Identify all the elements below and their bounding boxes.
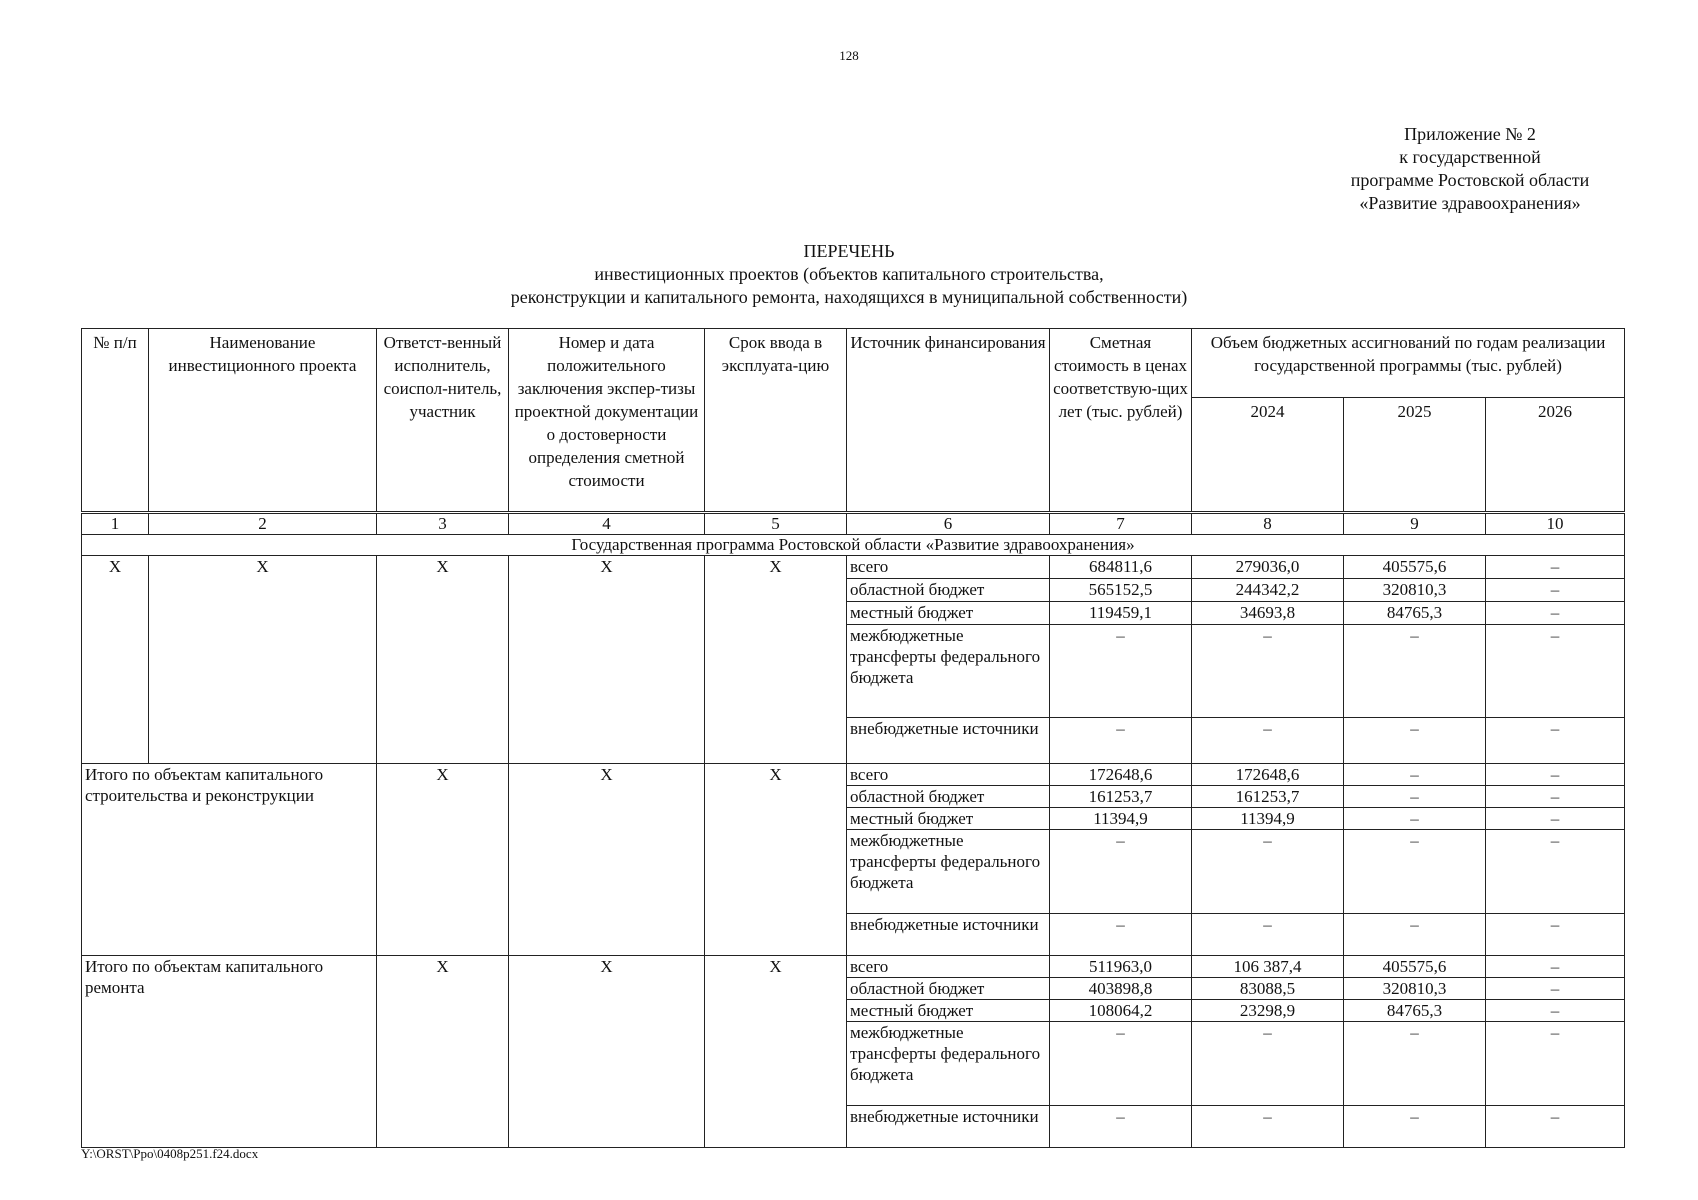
appendix-line: Приложение № 2: [1404, 124, 1536, 144]
header-estimated-cost: Сметная стоимость в ценах соответствую-щих лет (тыс. рублей): [1050, 329, 1192, 513]
header-number: № п/п: [82, 329, 149, 513]
column-number: 7: [1050, 513, 1192, 535]
year-2026-cell: –: [1486, 1000, 1625, 1022]
header-expertise: Номер и дата положительного заключения экспер-тизы проектной документации о достоверности определения сметной стоимости: [509, 329, 705, 513]
header-year-2026: 2026: [1486, 398, 1625, 513]
source-label: местный бюджет: [847, 808, 1050, 830]
estimated-cost-cell: –: [1050, 625, 1192, 718]
year-2025-cell: 320810,3: [1344, 978, 1486, 1000]
header-budget-allocations: Объем бюджетных ассигнований по годам реализации государственной программы (тыс. рублей): [1192, 329, 1625, 398]
document-title: [0, 240, 1698, 309]
source-label: местный бюджет: [847, 602, 1050, 625]
x-mark: X: [82, 556, 149, 764]
estimated-cost-cell: –: [1050, 1106, 1192, 1148]
year-2026-cell: –: [1486, 914, 1625, 956]
column-number: 6: [847, 513, 1050, 535]
year-2026-cell: –: [1486, 1106, 1625, 1148]
estimated-cost-cell: –: [1050, 718, 1192, 764]
year-2024-cell: –: [1192, 914, 1344, 956]
source-label: внебюджетные источники: [847, 914, 1050, 956]
title-line: реконструкции и капитального ремонта, находящихся в муниципальной собственности): [510, 287, 1188, 307]
x-mark: X: [377, 956, 509, 1148]
investment-projects-table: [81, 328, 1625, 1148]
column-number: 3: [377, 513, 509, 535]
year-2024-cell: 11394,9: [1192, 808, 1344, 830]
year-2024-cell: 83088,5: [1192, 978, 1344, 1000]
year-2026-cell: –: [1486, 625, 1625, 718]
appendix-line: к государственной: [1399, 147, 1541, 167]
year-2026-cell: –: [1486, 808, 1625, 830]
column-number: 5: [705, 513, 847, 535]
year-2025-cell: –: [1344, 718, 1486, 764]
year-2025-cell: –: [1344, 786, 1486, 808]
estimated-cost-cell: –: [1050, 914, 1192, 956]
year-2025-cell: 84765,3: [1344, 1000, 1486, 1022]
year-2026-cell: –: [1486, 764, 1625, 786]
estimated-cost-cell: 684811,6: [1050, 556, 1192, 579]
year-2024-cell: –: [1192, 625, 1344, 718]
estimated-cost-cell: –: [1050, 1022, 1192, 1106]
source-label: всего: [847, 764, 1050, 786]
appendix-note: [1300, 123, 1640, 215]
x-mark: X: [149, 556, 377, 764]
source-label: внебюджетные источники: [847, 1106, 1050, 1148]
year-2026-cell: –: [1486, 579, 1625, 602]
year-2026-cell: –: [1486, 786, 1625, 808]
estimated-cost-cell: –: [1050, 830, 1192, 914]
repair-section-label: Итого по объектам капитального ремонта: [82, 956, 377, 1148]
source-label: внебюджетные источники: [847, 718, 1050, 764]
title-heading: ПЕРЕЧЕНЬ: [803, 241, 895, 261]
repair-row-total: [82, 956, 1625, 978]
year-2025-cell: –: [1344, 1106, 1486, 1148]
year-2024-cell: 23298,9: [1192, 1000, 1344, 1022]
estimated-cost-cell: 565152,5: [1050, 579, 1192, 602]
year-2026-cell: –: [1486, 718, 1625, 764]
year-2025-cell: –: [1344, 830, 1486, 914]
header-year-2025: 2025: [1344, 398, 1486, 513]
header-year-2024: 2024: [1192, 398, 1344, 513]
x-mark: X: [705, 956, 847, 1148]
year-2024-cell: 172648,6: [1192, 764, 1344, 786]
year-2025-cell: –: [1344, 914, 1486, 956]
column-number: 8: [1192, 513, 1344, 535]
column-number: 2: [149, 513, 377, 535]
title-line: инвестиционных проектов (объектов капитального строительства,: [594, 264, 1104, 284]
x-mark: X: [705, 764, 847, 956]
source-label: межбюджетные трансферты федерального бюджета: [847, 1022, 1050, 1106]
estimated-cost-cell: 172648,6: [1050, 764, 1192, 786]
program-title-row: [82, 535, 1625, 556]
source-label: областной бюджет: [847, 978, 1050, 1000]
year-2025-cell: –: [1344, 764, 1486, 786]
header-source: Источник финансирования: [847, 329, 1050, 513]
year-2025-cell: –: [1344, 808, 1486, 830]
year-2025-cell: –: [1344, 625, 1486, 718]
year-2026-cell: –: [1486, 978, 1625, 1000]
x-mark: X: [509, 956, 705, 1148]
year-2024-cell: –: [1192, 718, 1344, 764]
program-title: Государственная программа Ростовской области «Развитие здравоохранения»: [82, 535, 1625, 556]
construction-section-label: Итого по объектам капитального строительства и реконструкции: [82, 764, 377, 956]
header-project-name: Наименование инвестиционного проекта: [149, 329, 377, 513]
year-2024-cell: –: [1192, 1022, 1344, 1106]
x-mark: X: [377, 764, 509, 956]
year-2025-cell: 405575,6: [1344, 556, 1486, 579]
program-row-total: [82, 556, 1625, 579]
page-number: 128: [839, 48, 859, 63]
year-2026-cell: –: [1486, 830, 1625, 914]
column-number: 4: [509, 513, 705, 535]
year-2026-cell: –: [1486, 1022, 1625, 1106]
year-2024-cell: 279036,0: [1192, 556, 1344, 579]
estimated-cost-cell: 119459,1: [1050, 602, 1192, 625]
column-numbers-row: [82, 513, 1625, 535]
year-2026-cell: –: [1486, 556, 1625, 579]
x-mark: X: [705, 556, 847, 764]
source-label: межбюджетные трансферты федерального бюджета: [847, 625, 1050, 718]
x-mark: X: [509, 764, 705, 956]
source-label: областной бюджет: [847, 579, 1050, 602]
appendix-line: «Развитие здравоохранения»: [1359, 193, 1581, 213]
x-mark: X: [377, 556, 509, 764]
year-2024-cell: –: [1192, 830, 1344, 914]
year-2025-cell: 84765,3: [1344, 602, 1486, 625]
estimated-cost-cell: 403898,8: [1050, 978, 1192, 1000]
year-2025-cell: 320810,3: [1344, 579, 1486, 602]
source-label: местный бюджет: [847, 1000, 1050, 1022]
file-path-footer: Y:\ORST\Ppo\0408p251.f24.docx: [81, 1146, 259, 1161]
header-commissioning: Срок ввода в эксплуата-цию: [705, 329, 847, 513]
x-mark: X: [509, 556, 705, 764]
year-2026-cell: –: [1486, 602, 1625, 625]
year-2026-cell: –: [1486, 956, 1625, 978]
estimated-cost-cell: 161253,7: [1050, 786, 1192, 808]
year-2024-cell: 244342,2: [1192, 579, 1344, 602]
estimated-cost-cell: 511963,0: [1050, 956, 1192, 978]
year-2024-cell: –: [1192, 1106, 1344, 1148]
year-2025-cell: 405575,6: [1344, 956, 1486, 978]
column-number: 1: [82, 513, 149, 535]
construction-row-total: [82, 764, 1625, 786]
year-2024-cell: 161253,7: [1192, 786, 1344, 808]
source-label: всего: [847, 956, 1050, 978]
source-label: межбюджетные трансферты федерального бюджета: [847, 830, 1050, 914]
year-2024-cell: 106 387,4: [1192, 956, 1344, 978]
year-2024-cell: 34693,8: [1192, 602, 1344, 625]
column-number: 9: [1344, 513, 1486, 535]
source-label: областной бюджет: [847, 786, 1050, 808]
column-number: 10: [1486, 513, 1625, 535]
source-label: всего: [847, 556, 1050, 579]
year-2025-cell: –: [1344, 1022, 1486, 1106]
estimated-cost-cell: 11394,9: [1050, 808, 1192, 830]
estimated-cost-cell: 108064,2: [1050, 1000, 1192, 1022]
header-executor: Ответст-венный исполнитель, соиспол-нитель, участник: [377, 329, 509, 513]
appendix-line: программе Ростовской области: [1350, 170, 1590, 190]
